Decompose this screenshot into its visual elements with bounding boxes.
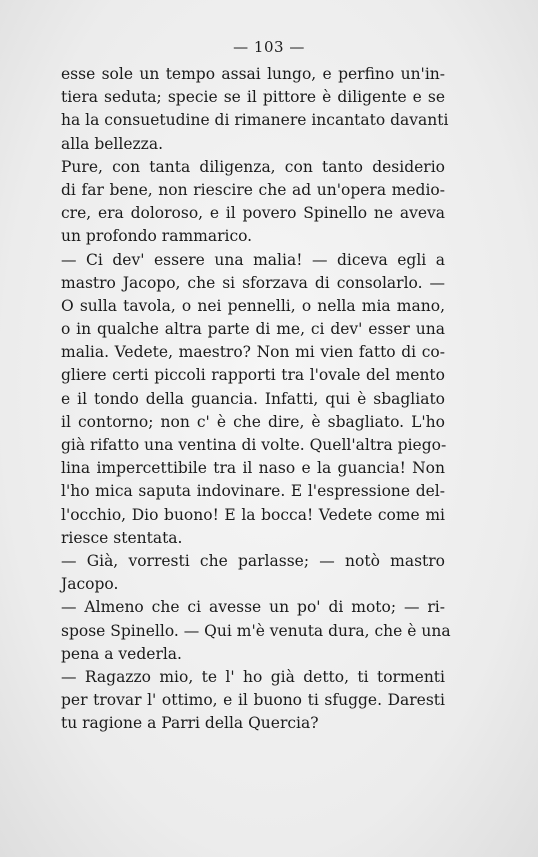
text-line: alla bellezza. bbox=[61, 134, 164, 153]
paragraph bbox=[61, 550, 445, 596]
text-line: per trovar l' ottimo, e il buono ti sfugge. Daresti bbox=[61, 691, 445, 710]
text-line: tu ragione a Parri della Quercia? bbox=[61, 714, 319, 733]
text-line: il contorno; non c' è che dire, è sbagliato. L'ho bbox=[61, 412, 445, 431]
text-line: — Ci dev' essere una malia! — diceva egli a bbox=[61, 250, 445, 269]
text-line: Pure, con tanta diligenza, con tanto desiderio bbox=[61, 157, 445, 176]
text-line: riesce stentata. bbox=[61, 528, 183, 547]
text-line: — Già, vorresti che parlasse; — notò mastro bbox=[61, 551, 445, 570]
text-line: già rifatto una ventina di volte. Quell'altra piego- bbox=[61, 436, 447, 454]
text-line: pena a vederla. bbox=[61, 644, 182, 663]
text-line: — Ragazzo mio, te l' ho già detto, ti tormenti bbox=[61, 667, 445, 686]
paragraph bbox=[61, 156, 445, 249]
page-number: — 103 — bbox=[233, 38, 305, 56]
text-line: — Almeno che ci avesse un po' di moto; — ri- bbox=[61, 598, 445, 617]
text-line: l'ho mica saputa indovinare. E l'espressione del- bbox=[61, 482, 445, 501]
paragraph bbox=[61, 666, 445, 736]
text-line: Jacopo. bbox=[61, 575, 119, 594]
text-line: gliere certi piccoli rapporti tra l'ovale del mento bbox=[61, 366, 445, 385]
text-line: l'occhio, Dio buono! E la bocca! Vedete come mi bbox=[61, 505, 445, 524]
text-line: lina impercettibile tra il naso e la guancia! Non bbox=[61, 459, 445, 478]
paragraph bbox=[61, 249, 445, 550]
text-line: malia. Vedete, maestro? Non mi vien fatto di co- bbox=[61, 343, 445, 362]
text-line: O sulla tavola, o nei pennelli, o nella mia mano, bbox=[61, 296, 445, 315]
text-line: esse sole un tempo assai lungo, e perfino un'in- bbox=[61, 65, 445, 83]
text-line: mastro Jacopo, che si sforzava di consolarlo. — bbox=[61, 273, 445, 292]
text-line: tiera seduta; specie se il pittore è diligente e se bbox=[61, 88, 445, 107]
paragraph bbox=[61, 63, 449, 156]
text-line: e il tondo della guancia. Infatti, qui è sbagliato bbox=[61, 389, 445, 408]
body-text bbox=[61, 63, 451, 735]
text-line: o in qualche altra parte di me, ci dev' esser una bbox=[61, 320, 445, 339]
text-line: un profondo rammarico. bbox=[61, 227, 253, 246]
paragraph bbox=[61, 596, 451, 666]
text-line: ha la consuetudine di rimanere incantato davanti bbox=[61, 111, 449, 130]
text-line: di far bene, non riescire che ad un'opera medio- bbox=[61, 180, 445, 199]
text-line: cre, era doloroso, e il povero Spinello ne aveva bbox=[61, 204, 445, 223]
text-line: spose Spinello. — Qui m'è venuta dura, che è una bbox=[61, 621, 451, 640]
